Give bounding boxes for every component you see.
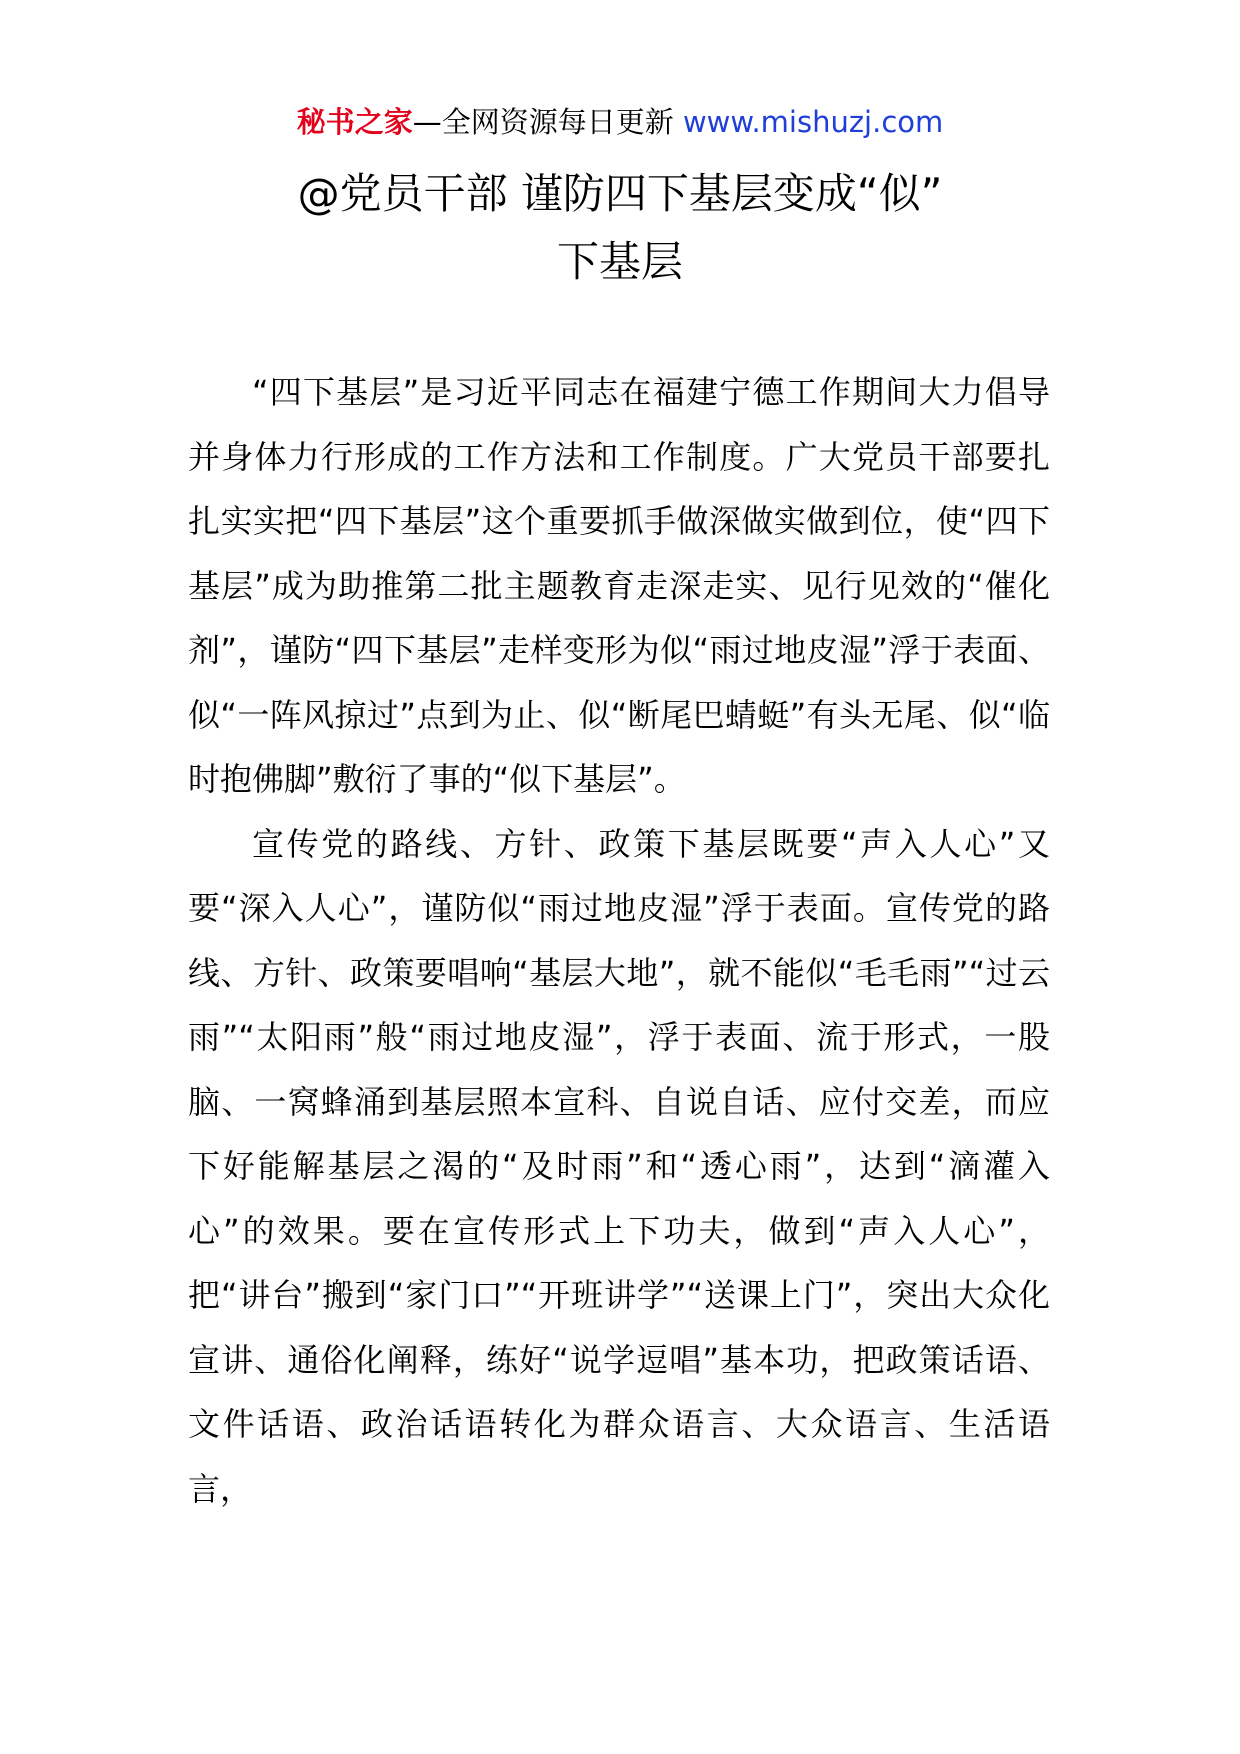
article-title bbox=[150, 160, 1090, 296]
body-paragraph-2: 宣传党的路线、方针、政策下基层既要“声入人心”又要“深入人心”，谨防似“雨过地皮湿”浮于表面。宣传党的路线、方针、政策要唱响“基层大地”，就不能似“毛毛雨”“过云雨”“太阳雨”般“雨过地皮湿”，浮于表面、流于形式，一股脑、一窝蜂涌到基层照本宣科、自说自话、应付交差，而应下好能解基层之渴的“及时雨”和“透心雨”，达到“滴灌入心”的效果。要在宣传形式上下功夫，做到“声入人心”，把“讲台”搬到“家门口”“开班讲学”“送课上门”，突出大众化宣讲、通俗化阐释，练好“说学逗唱”基本功，把政策话语、文件话语、政治话语转化为群众语言、大众语言、生活语言， bbox=[188, 824, 1050, 1508]
site-header bbox=[0, 102, 1240, 142]
site-brand: 秘书之家 bbox=[296, 105, 413, 139]
body-paragraph-1: “四下基层”是习近平同志在福建宁德工作期间大力倡导并身体力行形成的工作方法和工作制度。广大党员干部要扎扎实实把“四下基层”这个重要抓手做深做实做到位，使“四下基层”成为助推第二批主题教育走深走实、见行见效的“催化剂”，谨防“四下基层”走样变形为似“雨过地皮湿”浮于表面、似“一阵风掠过”点到为止、似“断尾巴蜻蜓”有头无尾、似“临时抱佛脚”敷衍了事的“似下基层”。 bbox=[188, 373, 1050, 798]
article-title-line-2: 下基层 bbox=[556, 237, 683, 286]
article-body bbox=[188, 360, 1050, 1521]
site-slogan: —全网资源每日更新 bbox=[412, 105, 674, 139]
article-title-line-1: @党员干部 谨防四下基层变成“似” bbox=[297, 169, 943, 218]
site-url[interactable]: www.mishuzj.com bbox=[682, 105, 944, 139]
